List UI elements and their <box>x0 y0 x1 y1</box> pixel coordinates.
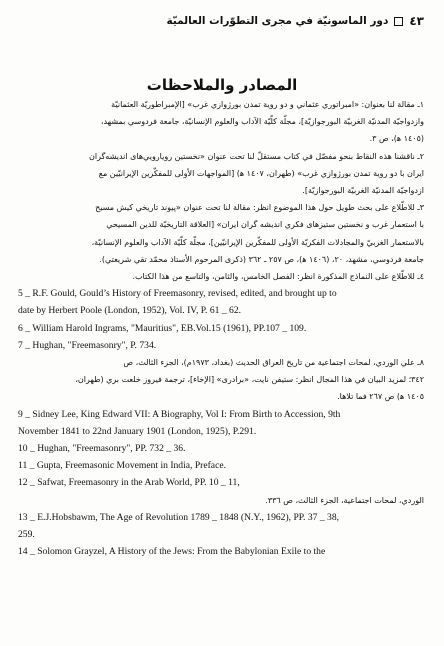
running-header <box>20 10 424 32</box>
note-line: 13 _ E.J.Hobsbawm, The Age of Revolution 1789 _ 1848 (N.Y., 1962), PP. 37 _ 38, <box>18 511 340 523</box>
note-line: 11 _ Gupta, Freemasonic Movement in India, Preface. <box>18 460 226 472</box>
note-line: با استعمار غرب و نخستين ستيزهاى فكري انديشه گران ايران» [العلاقة التاريخيّة للدين المسيحي <box>106 220 424 230</box>
note-line: 10 _ Hughan, "Freemasonry", PP. 732 _ 36. <box>18 443 186 455</box>
note-line: (١٤٠٥ ﻫ)، ص ٣. <box>369 134 424 144</box>
page-number: ٤٣ <box>409 14 424 28</box>
note-line: 12 _ Safwat, Freemasonry in the Arab World, PP. 10 _ 11, <box>18 477 240 489</box>
note-line: ٤ـ للاطّلاع على النماذج المذكورة انظر: الفصل الخامس، والثامن، والتاسع من هذا الكتاب. <box>132 272 424 282</box>
note-line: 9 _ Sidney Lee, King Edward VII: A Biography, Vol I: From Birth to Accession, 9th <box>18 408 341 420</box>
note-line: ١٤٠٥ ﻫ) ص ٢٦٧ فما تلاها. <box>337 392 424 402</box>
note-line: date by Herbert Poole (London, 1952), Vol. IV, P. 61 _ 62. <box>18 305 242 317</box>
note-line: بالاستعمار الغربيّ والمجادلات الفكريّة الأولى للمفكّرين الإيرانيّين]، مجلّة كلّيّة الآداب والعلوم الإنسانيّة، <box>91 237 424 247</box>
note-line: وازدواجيّة المدنيّة الغربيّة البورجوازيّة]، مجلّة كلّيّة الآداب والعلوم الإنسانيّة، جامعة فردوسي بمشهد، <box>100 117 424 127</box>
note-line: ٨ـ علي الوردي، لمحات اجتماعية من تاريخ العراق الحديث (بغداد، ١٩٧٣م)، الجزء الثالث، ص <box>123 358 424 368</box>
notes-list <box>18 96 424 560</box>
note-line: ٣٤٢؛ لمزيد البيان في هذا المجال انظر: ستيفن نايت، «برادرى» [الإخاء]، ترجمة فيروز خلعت بري (طهران، <box>75 375 424 385</box>
note-line: 259. <box>18 529 35 541</box>
note-line: الوردي، لمحات اجتماعية، الجزء الثالث، ص ٣٣٦. <box>265 495 424 505</box>
note-line: ايران با دو روية تمدن بورژوازي غرب» (طهران، ١٤٠٧ ﻫ) [المواجهات الأولى للمفكّرين الإيرانيّين مع <box>98 168 424 178</box>
note-line: ٣ـ للاطّلاع على بحث طويل حول هذا الموضوع انظر: مقالة لنا تحت عنوان «پيوند تاريخي كيش مسيح <box>95 203 424 213</box>
note-line: جامعة فردوسي، مشهد، ٢٠، (١٤٠٦ ﻫ)، ص ٢٥٧ ـ ٣٦٢ (ذكرى المرحوم الأستاذ محمّد تقي شريعتي). <box>99 254 424 264</box>
note-line: ٢ـ ناقشنا هذه النقاط بنحو مفصّل في كتاب مستقلّ لنا تحت عنوان «نخستين رويارويي‌هاى انديشه‌گران <box>88 151 424 161</box>
note-line: 7 _ Hughan, "Freemasonry", P. 734. <box>18 339 157 351</box>
running-title: دور الماسونيّة في مجرى التطوّرات العالميّة <box>166 15 389 27</box>
section-heading: المصادر والملاحظات <box>146 76 298 94</box>
note-line: 5 _ R.F. Gould, Gould’s History of Freemasonry, revised, edited, and brought up to <box>18 288 337 300</box>
note-line: 6 _ William Harold Ingrams, "Mauritius", EB.Vol.15 (1961), PP.107 _ 109. <box>18 322 307 334</box>
note-line: November 1841 to 22nd January 1901 (London, 1925), P.291. <box>18 425 257 437</box>
note-line: ازدواجيّة المدنيّة الغربيّة البورجوازيّة]. <box>302 186 424 196</box>
square-marker-icon <box>394 17 403 26</box>
note-line: 14 _ Solomon Grayzel, A History of the Jews: From the Babylonian Exile to the <box>18 546 326 558</box>
note-line: ١ـ مقالة لنا بعنوان: «امبراتوري عثماني و دو روية تمدن بورژوازي غرب» [الإمبراطوريّة العثمانيّة <box>111 100 424 109</box>
